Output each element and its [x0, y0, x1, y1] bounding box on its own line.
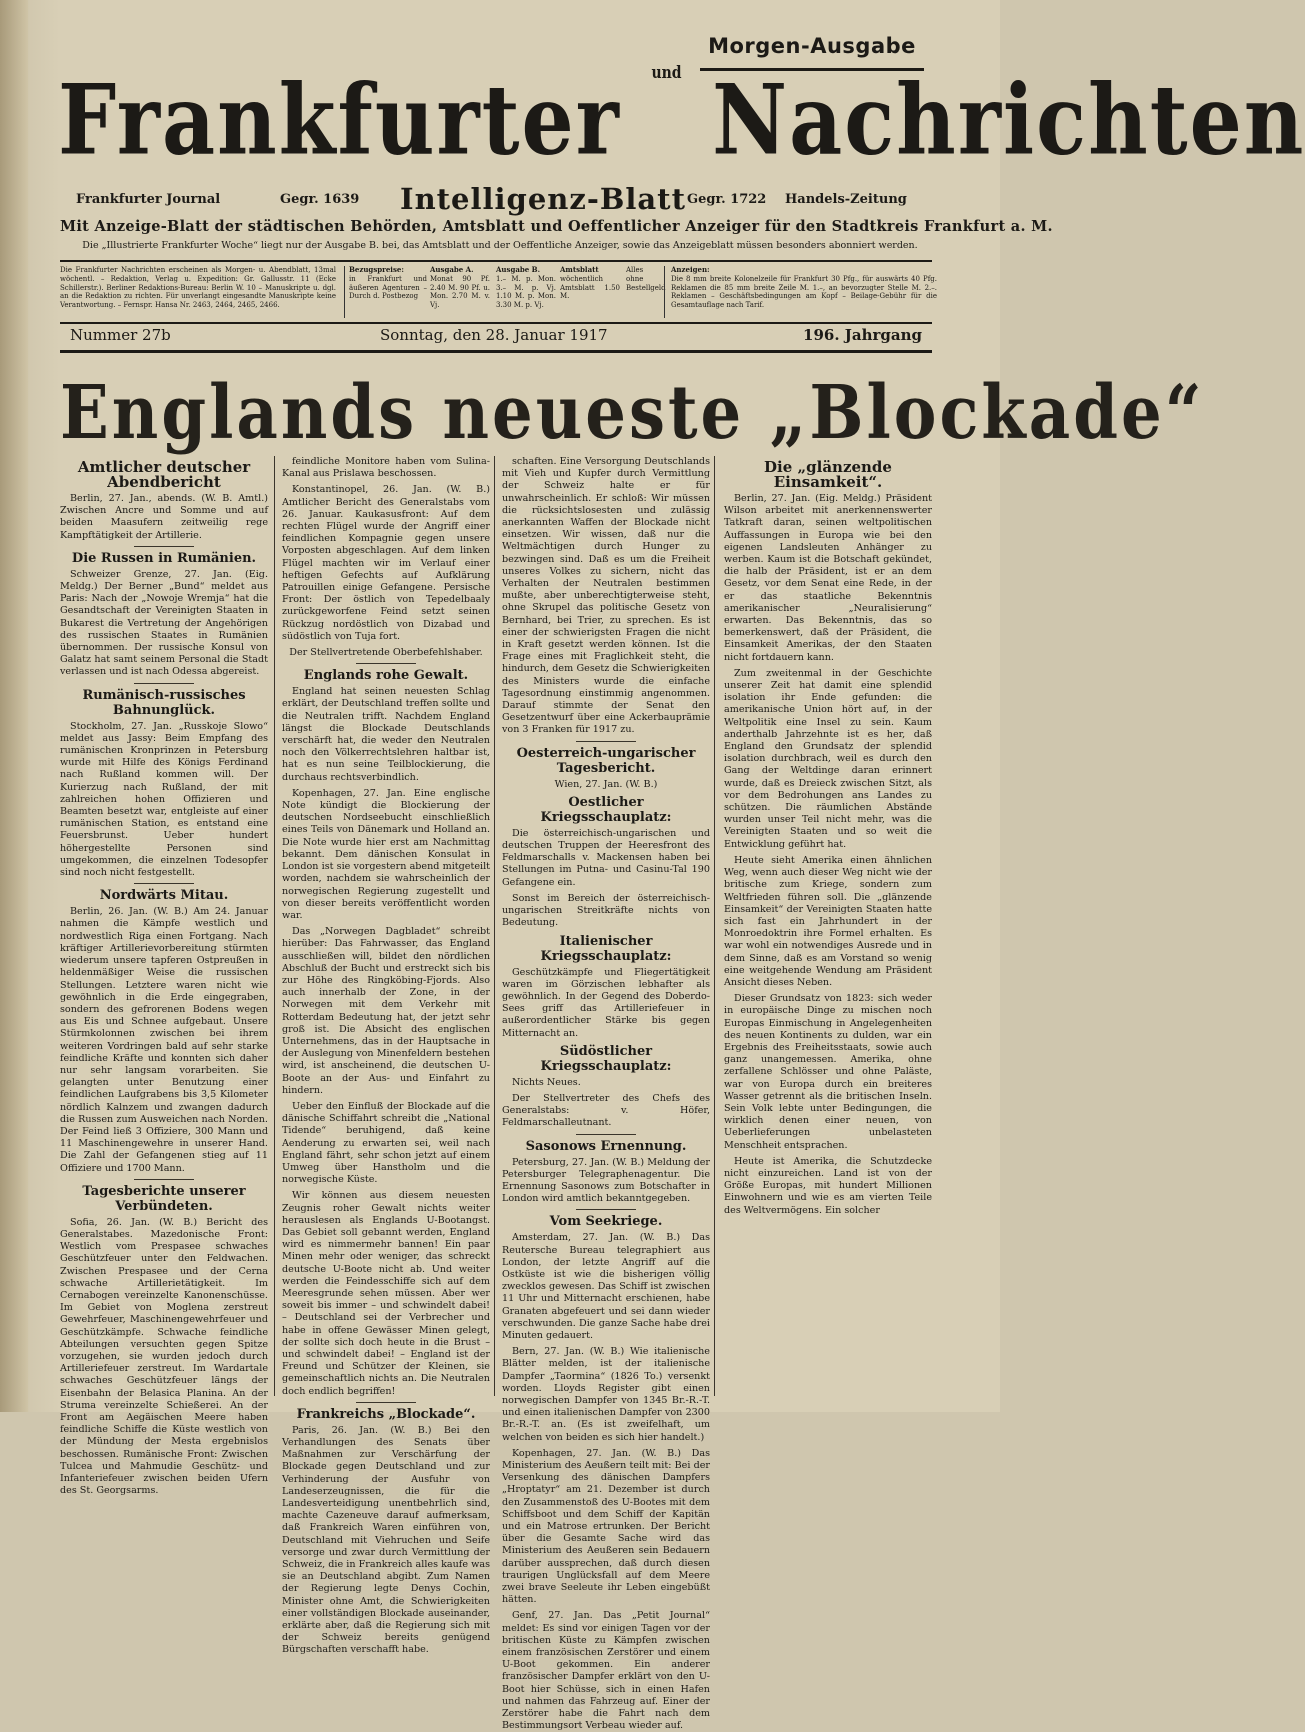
article-text: Bern, 27. Jan. (W. B.) Wie italienische Blätter melden, ist der italienische Dampfer „Taormina“ (1826 To.) versenkt worden. Lloyds Register gibt einen norwegischen Dampfer von 1345 Br.-R.-T. und einen italienischen Dampfer von 2300 Br.-R.-T. an. (Es ist zweifelhaft, um welchen von beiden es sich hier handelt.)	[502, 1346, 710, 1443]
article-text: Der Stellvertreter des Chefs des Generalstabs: v. Höfer, Feldmarschalleutnant.	[502, 1092, 710, 1129]
article-heading: Die Russen in Rumänien.	[71, 550, 257, 566]
subtitle-intelligenz: Intelligenz-Blatt	[400, 182, 686, 216]
info-ads-text: Die 8 mm breite Kolonelzeile für Frankfurt 30 Pfg., für auswärts 40 Pfg. Reklamen die 85 mm breite Zeile M. 1.–, an bevorzugter Stelle M. 2.–. Reklamen – Geschäftsbedingungen am Kopf – Beilage-Gebühr für die Gesamtauflage nach Tarif.	[671, 274, 937, 310]
info-amtsblatt-title: Amtsblatt	[560, 265, 599, 274]
info-no-fee: Alles ohne Bestellgeld	[626, 266, 666, 292]
article-text: Wir können aus diesem neuesten Zeugnis roher Gewalt nichts weiter herauslesen als Englands U-Bootangst. Das Gebiet soll gebannt werden, England wird es nimmermehr bannen! Ein paar Minen mehr oder weniger, das schreckt deutsche U-Boote nicht ab. Und weiter werden die Feindesschiffe sich auf dem Meeresgrunde sehen müssen. Aber wer soweit bis immer – und schwindelt dabei! – Deutschland sei der Verbrecher und habe in offene Gewässer Minen gelegt, der sollte sich doch heute in die Brust – und schwindelt dabei! – England ist der Freund und Schützer der Kleinen, sie gemeinschaftlich nichts an. Die Neutralen doch endlich begriffen!	[282, 1190, 490, 1397]
article-text: Amsterdam, 27. Jan. (W. B.) Das Reutersche Bureau telegraphiert aus London, der letzte Angriff auf die Ostküste ist wie die bisherigen völlig zwecklos gewesen. Das Schiff ist zwischen 11 Uhr und Mitternacht erschienen, habe Granaten abgefeuert und sei dann wieder verschwunden. Die ganze Sache habe drei Minuten gedauert.	[502, 1232, 710, 1341]
divider	[576, 1209, 636, 1210]
article-columns	[60, 456, 940, 1732]
info-prices-text: in Frankfurt und äußeren Agenturen – Durch d. Postbezog	[349, 274, 427, 301]
article-heading: Die „glänzende Einsamkeit“.	[764, 458, 892, 491]
founded-1639: Gegr. 1639	[280, 192, 360, 207]
article-text: Sofia, 26. Jan. (W. B.) Bericht des Generalstabes. Mazedonische Front: Westlich vom Prespasee schwaches Geschützfeuer unter den Feldwachen. Zwischen Prespasee und der Cerna schwache Artillerietätigkeit. Im Cernabogen vereinzelte Kanonenschüsse. Im Gebiet von Moglena zerstreut Gewehrfeuer, Maschinengewehrfeuer und Geschützkämpfe. Schwache feindliche Abteilungen versuchten gegen Spitze vorzugehen, sie wurden jedoch durch Artilleriefeuer zerstreut. Im Wardartale schwaches Geschützfeuer längs der Eisenbahn der Belasica Planina. An der Struma vereinzelte Schießerei. An der Front am Aegäischen Meere haben feindliche Schiffe die Küste westlich von der Mündung der Mesta ergebnislos beschossen. Rumänische Front: Zwischen Tulcea und Mahmudie Geschütz- und Infanteriefeuer zwischen beiden Ufern des St. Georgsarms.	[60, 1216, 268, 1497]
column-3	[502, 456, 710, 1732]
dateline	[60, 324, 932, 353]
article-text: Das „Norwegen Dagbladet“ schreibt hierüber: Das Fahrwasser, das England ausschließen will, bildet den nördlichen Abschluß der Bucht und erstreckt sich bis zur Höhe des Ringköbing-Fjords. Also auch innerhalb der Zone, in der Norwegen mit dem Verkehr mit Rotterdam Bedeutung hat, der jetzt sehr groß ist. Die Absicht des englischen Unternehmens, das in der Hauptsache in der Auslegung von Minenfeldern bestehen wird, ist anscheinend, die deutschen U-Boote an der Aus- und Einfahrt zu hindern.	[282, 926, 490, 1096]
article-heading: Tagesberichte unserer Verbündeten.	[82, 1183, 246, 1214]
article-heading: Rumänisch-russisches Bahnunglück.	[82, 687, 246, 718]
article-text: Geschützkämpfe und Fliegertätigkeit waren im Görzischen lebhafter als gewöhnlich. In der Gegend des Doberdo-Sees griff das Artilleriefeuer in außerordentlicher Stärke bis gegen Mitternacht an.	[502, 966, 710, 1039]
article-text: Schweizer Grenze, 27. Jan. (Eig. Meldg.) Der Berner „Bund“ meldet aus Paris: Nach der „Nowoje Wremja“ hat die Gesandtschaft der Vereinigten Staaten in Bukarest die Vertretung der Angehörigen des russischen Staates in Rumänien übernommen. Der russische Konsul von Galatz hat samt seinem Personal die Stadt verlassen und ist nach Odessa abgereist.	[60, 568, 268, 678]
info-amtsblatt-text: wöchentlich Amtsblatt 1.50 M.	[560, 274, 620, 301]
masthead-title-right: Nachrichten	[712, 64, 1305, 178]
article-text: Konstantinopel, 26. Jan. (W. B.) Amtlicher Bericht des Generalstabs vom 26. Januar. Kaukasusfront: Auf dem rechten Flügel wurde der Angriff einer feindlichen Kompagnie gegen unsere Vorposten abgeschlagen. Auf dem linken Flügel machten wir im Verlauf einer heftigen Gefechts auf Aufklärung Patrouillen einige Gefangene. Persische Front: Der östlich von Tepedelbaaly zurückgeworfene Feind setzt seinen Rückzug nordöstlich von Dizabad und südöstlich von Tuja fort.	[282, 484, 490, 642]
article-text: schaften. Eine Versorgung Deutschlands mit Vieh und Kupfer durch Vermittlung der Schweiz halte er für unwahrscheinlich. Er schloß: Wir müssen die rücksichtslosesten und zulässig anerkannten Waffen der Blockade nicht einsetzen. Wir wissen, daß nur die Weltmächtigen durch Hunger zu bezwingen sind. Daß es um die Freiheit unseres Volkes zu sichern, nicht das Verhalten der Neutralen bestimmen mußte, aber unberechtigterweise steht, ohne Skrupel das politische Gesetz von Bernhard, bei Trier, zu sprechen. Es ist einer der schwierigsten Fragen die nicht in Kraft gesetzt werden können. Ist die Frage eines mit Fraglichkeit steht, die hindurch, dem Gesetz die Schwierigkeiten des Ministers wurde die einfache Tagesordnung einstimmig angenommen. Darauf stimmte der Senat den Gesetzentwurf über eine Ackerbauprämie von 3 Franken für 1917 zu.	[502, 456, 710, 736]
article-heading: Sasonows Ernennung.	[525, 1138, 687, 1154]
column-rule	[494, 456, 495, 1396]
article-subheading: Oestlicher Kriegsschauplatz:	[540, 794, 672, 825]
info-box	[60, 260, 937, 324]
divider	[356, 1402, 416, 1403]
article-text: Zum zweitenmal in der Geschichte unserer Zeit hat damit eine splendid isolation ihr Ende gefunden: die amerikanische Union hört auf, in der Weltpolitik eine Insel zu sein. Kaum anderthalb Jahrzehnte ist es her, daß England den Grundsatz der splendid isolation durchbrach, weil es durch den Gang der Weltdinge daran erinnert wurde, daß es Dreieck zwischen Sitzt, als vor dem Bedrohungen ans Landes zu schützen. Die räumlichen Abstände wurden unser Teil nicht mehr, was die Vereinigten Staaten und so weit die Entwicklung geführt hat.	[724, 667, 932, 850]
column-1	[60, 456, 268, 1497]
divider	[356, 663, 416, 664]
founded-1722: Gegr. 1722	[687, 192, 767, 207]
article-text: Petersburg, 27. Jan. (W. B.) Meldung der Petersburger Telegraphenagentur. Die Ernennung Sasonows zum Botschafter in London wird amtlich bekanntgegeben.	[502, 1156, 710, 1205]
article-text: Die österreichisch-ungarischen und deutschen Truppen der Heeresfront des Feldmarschalls v. Mackensen haben bei Stellungen im Putna- und Casinu-Tal 190 Gefangene ein.	[502, 827, 710, 888]
divider	[134, 683, 194, 684]
info-edition-b-title: Ausgabe B.	[496, 265, 541, 274]
tagline: Mit Anzeige-Blatt der städtischen Behörden, Amtsblatt und Oeffentlicher Anzeiger für den Stadtkreis Frankfurt a. M.	[60, 218, 1053, 235]
article-text: Berlin, 27. Jan., abends. (W. B. Amtl.) Zwischen Ancre und Somme und auf beiden Maasufern zeitweilig rege Kampftätigkeit der Artillerie.	[60, 493, 268, 541]
info-edition-a-text: Monat 90 Pf. 2.40 M. 90 Pf. u. Mon. 2.70 M. v. Vj.	[430, 274, 490, 310]
article-heading: Nordwärts Mitau.	[99, 888, 229, 904]
article-text: Kopenhagen, 27. Jan. (W. B.) Das Ministerium des Aeußern teilt mit: Bei der Versenkung des dänischen Dampfers „Hroptatyr“ am 21. Dezember ist durch den Zusammenstoß des U-Bootes mit dem Schiffsboot und dem Schiff der Kapitän und ein Matrose ertrunken. Der Bericht über die Gesamte Sache wird das Ministerium des Aeußeren sein Bedauern darüber aussprechen, daß durch diesen traurigen Unglücksfall auf dem Meere zwei brave Seeleute ihr Leben eingebüßt hätten.	[502, 1447, 710, 1606]
article-text: Heute sieht Amerika einen ähnlichen Weg, wenn auch dieser Weg nicht wie der britische zum Kriege, sondern zum Weltfrieden führen soll. Die „glänzende Einsamkeit“ der Vereinigten Staaten hatte sich fast ein Jahrhundert in der Monroedoktrin ihre Formel erhalten. Es war wohl ein notwendiges Ausrede und in dem Sinne, daß es am Vorstand so wenig eine weitgehende Wendung am Präsident Ansicht dieses Neben.	[724, 854, 932, 988]
subtitle-handels: Handels-Zeitung	[785, 192, 907, 207]
article-text: England hat seinen neuesten Schlag erklärt, der Deutschland treffen sollte und die Neutralen trifft. Nachdem England längst die Blockade Deutschlands verschärft hat, die weder den Neutralen noch den Völkerrechtslehren haltbar ist, hat es nun seine Teilblockierung, die durchaus rechtsverbindlich.	[282, 686, 490, 783]
info-edition-a-title: Ausgabe A.	[430, 265, 474, 274]
article-heading: Vom Seekriege.	[549, 1214, 663, 1230]
column-2	[282, 456, 490, 1656]
subscription-note: Die „Illustrierte Frankfurter Woche“ liegt nur der Ausgabe B. bei, das Amtsblatt und der Oeffentliche Anzeiger, sowie das Anzeigeblatt müssen besonders abonniert werden.	[82, 240, 918, 251]
article-text: Berlin, 27. Jan. (Eig. Meldg.) Präsident Wilson arbeitet mit anerkennenswerter Tatkraft daran, seinen weltpolitischen Auffassungen in Europa wie bei den eigenen Landsleuten Anhänger zu werben. Kaum ist die Botschaft gekündet, die halb der Präsident, ist er an dem Gesetz, vor dem Senat eine Rede, in der er das staatliche Bekenntnis amerikanischer „Neuralisierung“ erwarten. Das Bekenntnis, das so bemerkenswert, daß der Präsident, die Einsamkeit Amerikas, der den Staaten nicht fortdauern kann.	[724, 493, 932, 663]
edition-label: Morgen-Ausgabe	[700, 34, 924, 71]
issue-date: Sonntag, den 28. Januar 1917	[380, 326, 608, 344]
article-text: Genf, 27. Jan. Das „Petit Journal“ meldet: Es sind vor einigen Tagen vor der britischen Küste zu Kämpfen zwischen einem französischen Zerstörer und einem U-Boot gekommen. Ein anderer französischer Dampfer erklärt von den U-Boot hier Schüsse, sich in einen Hafen und nahmen das Fahrzeug auf. Einer der Zerstörer habe die Fahrt nach dem Bestimmungsort Verbeau wieder auf.	[502, 1610, 710, 1732]
info-prices	[344, 266, 427, 318]
masthead-title-left: Frankfurter	[58, 64, 621, 178]
article-subheading: Italienischer Kriegsschauplatz:	[540, 933, 672, 964]
subtitle-journal: Frankfurter Journal	[76, 192, 221, 207]
article-text: Berlin, 26. Jan. (W. B.) Am 24. Januar nahmen die Kämpfe westlich und nordwestlich Riga einen Fortgang. Nach kräftiger Artillerievorbereitung stürmten wiederum unsere tapferen Ostpreußen in heldenmäßiger Weise die russischen Stellungen. Letztere waren nicht wie gewöhnlich in die Erde eingegraben, sondern des gefrorenen Bodens wegen aus Eis und Schnee aufgebaut. Unsere Stürmkolonnen zwischen bei ihrem weiteren Vordringen bald auf sehr starke feindliche Kräfte und konnten sich daher nur sehr langsam vorarbeiten. Sie gelangten unter Benutzung einer feindlichen Laufgrabens bis 3,5 Kilometer nördlich Kalnzem und zwangen dadurch die Russen zum Ausweichen nach Norden. Der Feind ließ 3 Offiziere, 300 Mann und 11 Maschinengewehre in unserer Hand. Die Zahl der Gefangenen stieg auf 11 Offiziere und 1700 Mann.	[60, 906, 268, 1174]
info-edition-b	[496, 266, 556, 318]
info-amtsblatt	[560, 266, 620, 318]
article-heading: Frankreichs „Blockade“.	[296, 1406, 476, 1422]
article-subheading: Südöstlicher Kriegsschauplatz:	[540, 1043, 672, 1074]
signature: Der Stellvertretende Oberbefehlshaber.	[289, 647, 483, 659]
column-4	[724, 456, 932, 1396]
info-ads-title: Anzeigen:	[671, 265, 710, 274]
article-heading: Amtlicher deutscher Abendbericht	[77, 458, 251, 491]
article-text: Paris, 26. Jan. (W. B.) Bei den Verhandlungen des Senats über Maßnahmen zur Verschärfung der Blockade gegen Deutschland und zur Verhinderung der Ausfuhr von Landeserzeugnissen, die für die Landesverteidigung unentbehrlich sind, machte Cazeneuve darauf aufmerksam, daß Frankreich Waren einführen von, Deutschland mit Viehruchen und Seife versorge und zwar durch Vermittlung der Schweiz, die in Frankreich alles kaufe was sie an Deutschland abgibt. Zum Namen der Regierung legte Denys Cochin, Minister ohne Amt, die Schwierigkeiten einer vollständigen Blockade auseinander, erklärte aber, daß die Regierung sich mit der Schweiz bereits genügend Bürgschaften verschafft habe.	[282, 1424, 490, 1656]
article-text: Kopenhagen, 27. Jan. Eine englische Note kündigt die Blockierung der deutschen Nordseebucht einschließlich eines Teils von Dänemark und Holland an. Die Note wurde hier erst am Nachmittag bekannt. Dem dänischen Konsulat in London ist sie vorgestern abend mitgeteilt worden, nachdem sie wahrscheinlich der norwegischen Regierung zugestellt und von dieser bereits veröffentlicht worden war.	[282, 787, 490, 921]
article-heading: Oesterreich-ungarischer Tagesbericht.	[516, 745, 696, 776]
article-text: Stockholm, 27. Jan. „Russkoje Slowo“ meldet aus Jassy: Beim Empfang des rumänischen Kronprinzen in Petersburg wurde mit Hilfe des Königs Ferdinand nach Rußland kommen will. Der Kurierzug nach Rußland, der mit zahlreichen hohen Offizieren und Beamten besetzt war, entgleiste auf einer rumänischen Station, es entstand eine Feuersbrunst. Ueber hundert höhergestellte Personen sind umgekommen, die einzelnen Todesopfer sind noch nicht festgestellt.	[60, 720, 268, 879]
masthead-und: und	[651, 64, 682, 83]
article-text: Nichts Neues.	[512, 1076, 581, 1088]
article-dateline: Wien, 27. Jan. (W. B.)	[554, 778, 658, 790]
divider	[576, 741, 636, 742]
column-rule	[714, 456, 715, 1396]
divider	[134, 883, 194, 884]
divider	[134, 546, 194, 547]
article-text: Dieser Grundsatz von 1823: sich weder in europäische Dinge zu mischen noch Europas Einmischung in Angelegenheiten des neuen Kontinents zu dulden, war ein Ergebnis des Freiheitsstaats, sowie auch ganz unangemessen. Amerika, ohne zerfallene Schlösser und ohne Paläste, war von Europa durch ein breiteres Wasser getrennt als die britischen Inseln. Sein Volk lebte unter Bedingungen, die wirklich denen einer neuen, von Ueberlieferungen unbelasteten Menschheit entsprachen.	[724, 993, 932, 1151]
article-text: Ueber den Einfluß der Blockade auf die dänische Schiffahrt schreibt die „National Tidende“ beruhigend, daß keine Aenderung zu erwarten sei, weil nach England fährt, sehr schon jetzt auf einem Umweg über Hanstholm und die norwegische Küste.	[282, 1100, 490, 1186]
divider	[576, 1134, 636, 1135]
info-edition-b-text: 1.– M. p. Mon. 3.– M. p. Vj. 1.10 M. p. Mon. 3.30 M. p. Vj.	[496, 274, 556, 310]
main-headline: Englands neueste „Blockade“	[60, 370, 1205, 457]
article-text: Sonst im Bereich der österreichisch-ungarischen Streitkräfte nichts von Bedeutung.	[502, 892, 710, 929]
masthead-subrow	[70, 184, 930, 216]
article-text: feindliche Monitore haben vom Sulina-Kanal aus Prislawa beschossen.	[282, 456, 490, 480]
divider	[134, 1179, 194, 1180]
column-rule	[274, 456, 275, 1396]
article-text: Heute ist Amerika, die Schutzdecke nicht einzureichen. Land ist von der Größe Europas, mit hundert Millionen Einwohnern und wie es am vierten Teile des Weltvermögens. Ein solcher	[724, 1155, 932, 1216]
issue-number: Nummer 27b	[70, 326, 171, 344]
info-edition-a	[430, 266, 490, 318]
issue-volume: 196. Jahrgang	[803, 326, 922, 344]
binding-edge	[0, 0, 28, 1412]
info-prices-title: Bezugspreise:	[349, 265, 404, 274]
info-publisher: Die Frankfurter Nachrichten erscheinen als Morgen- u. Abendblatt, 13mal wöchentl. – Redaktion, Verlag u. Expedition: Gr. Gallusstr. 11 (Ecke Schillerstr.). Berliner Redaktions-Bureau: Berlin W. 10 – Manuskripte u. dgl. an die Redaktion zu richten. Für unverlangt eingesandte Manuskripte keine Verantwortung. – Fernspr. Hansa Nr. 2463, 2464, 2465, 2466.	[60, 266, 336, 310]
article-heading: Englands rohe Gewalt.	[303, 668, 469, 684]
info-ads	[664, 266, 937, 318]
